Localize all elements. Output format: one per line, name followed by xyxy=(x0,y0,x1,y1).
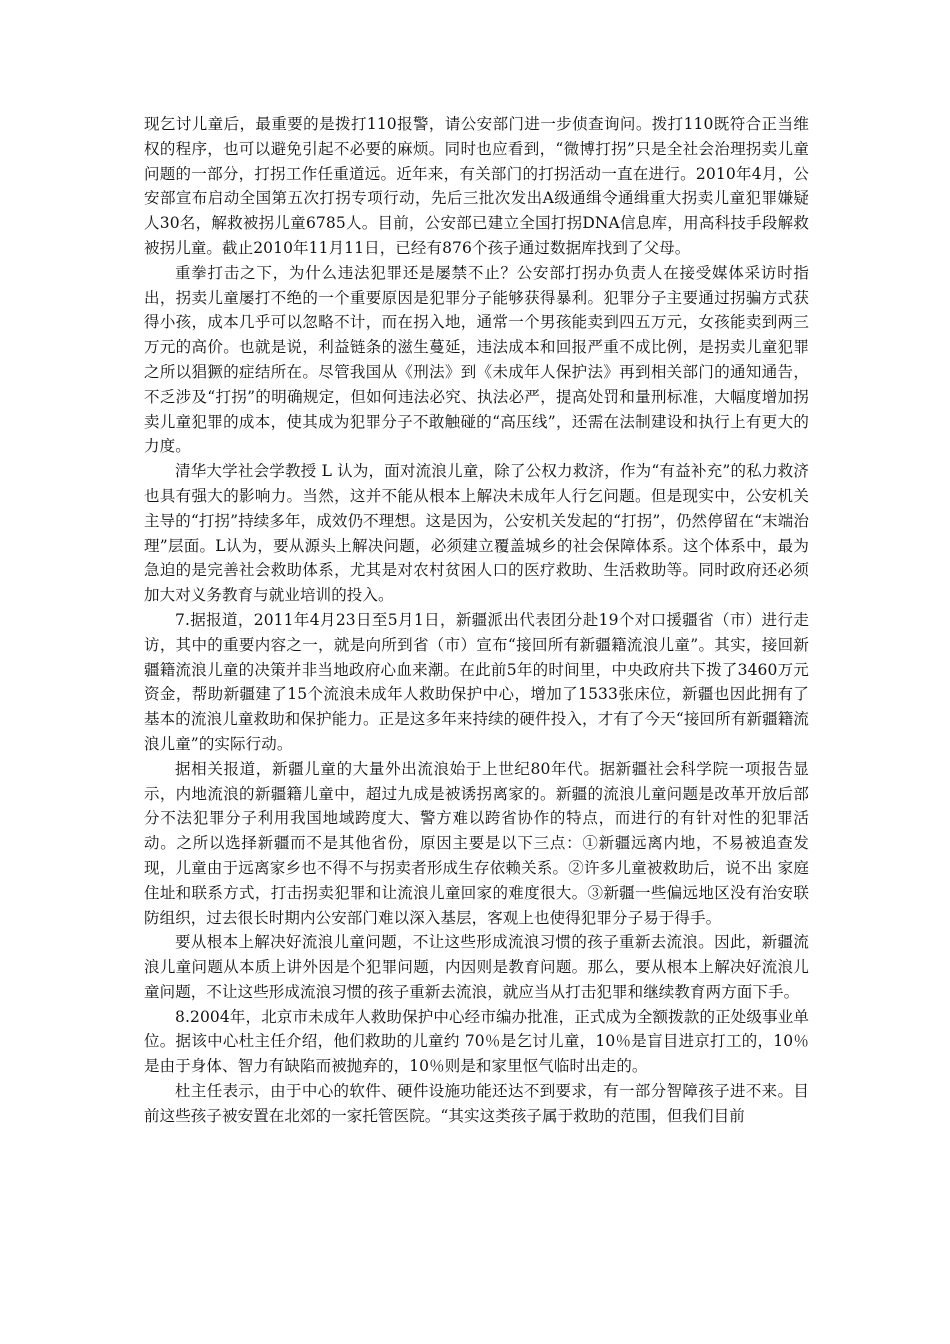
paragraph-item-7: 7.据报道，2011年4月23日至5月1日，新疆派出代表团分赴19个对口援疆省（市）进行走访，其中的重要内容之一，就是向所到省（市）宣布“接回所有新疆籍流浪儿童”。其实，接回新疆籍流浪儿童的决策并非当地政府心血来潮。在此前5年的时间里，中央政府共下拨了3460万元资金，帮助新疆建了15个流浪未成年人救助保护中心，增加了1533张床位，新疆也因此拥有了基本的流浪儿童救助和保护能力。正是这多年来持续的硬件投入，才有了今天“接回所有新疆籍流浪儿童”的实际行动。 xyxy=(144,610,809,753)
paragraph: 杜主任表示，由于中心的软件、硬件设施功能还达不到要求，有一部分智障孩子进不来。目前这些孩子被安置在北郊的一家托管医院。“其实这类孩子属于救助的范围，但我们目前 xyxy=(144,1082,809,1125)
paragraph: 要从根本上解决好流浪儿童问题，不让这些形成流浪习惯的孩子重新去流浪。因此，新疆流浪儿童问题从本质上讲外因是个犯罪问题，内因则是教育问题。那么，要从根本上解决好流浪儿童问题，不让这些形成流浪习惯的孩子重新去流浪，就应当从打击犯罪和继续教育两方面下手。 xyxy=(144,933,809,1001)
paragraph-item-8: 8.2004年，北京市未成年人救助保护中心经市编办批准，正式成为全额拨款的正处级事业单位。据该中心杜主任介绍，他们救助的儿童约 70％是乞讨儿童，10％是盲目进京打工的，10％是由于身体、智力有缺陷而被抛弃的，10％则是和家里怄气临时出走的。 xyxy=(144,1007,809,1076)
paragraph: 清华大学社会学教授 L 认为，面对流浪儿童，除了公权力救济，作为“有益补充”的私力救济也具有强大的影响力。当然，这并不能从根本上解决未成年人行乞问题。但是现实中，公安机关主导的“打拐”持续多年，成效仍不理想。这是因为，公安机关发起的“打拐”，仍然停留在“末端治理”层面。L认为，要从源头上解决问题，必须建立覆盖城乡的社会保障体系。这个体系中，最为急迫的是完善社会救助体系，尤其是对农村贫困人口的医疗救助、生活救助等。同时政府还必须加大对义务教育与就业培训的投入。 xyxy=(144,462,809,605)
paragraph-continuation: 现乞讨儿童后，最重要的是拨打110报警，请公安部门进一步侦查询问。拨打110既符合正当维权的程序，也可以避免引起不必要的麻烦。同时也应看到，“微博打拐”只是全社会治理拐卖儿童问题的一部分，打拐工作任重道远。近年来，有关部门的打拐活动一直在进行。2010年4月，公安部宣布启动全国第五次打拐专项行动，先后三批次发出A级通缉令通缉重大拐卖儿童犯罪嫌疑人30名，解救被拐儿童6785人。目前，公安部已建立全国打拐DNA信息库，用高科技手段解救被拐儿童。截止2010年11月11日，已经有876个孩子通过数据库找到了父母。 xyxy=(144,115,809,257)
paragraph: 据相关报道，新疆儿童的大量外出流浪始于上世纪80年代。据新疆社会科学院一项报告显示，内地流浪的新疆籍儿童中，超过九成是被诱拐离家的。新疆的流浪儿童问题是改革开放后部分不法犯罪分子利用我国地域跨度大、警方难以跨省协作的特点，而进行的有针对性的犯罪活动。之所以选择新疆而不是其他省份，原因主要是以下三点：①新疆远离内地，不易被追查发现，儿童由于远离家乡也不得不与拐卖者形成生存依赖关系。②许多儿童被救助后，说不出 家庭住址和联系方式，打击拐卖犯罪和让流浪儿童回家的难度很大。③新疆一些偏远地区没有治安联防组织，过去很长时期内公安部门难以深入基层，客观上也使得犯罪分子易于得手。 xyxy=(144,759,809,927)
paragraph: 重拳打击之下，为什么违法犯罪还是屡禁不止？公安部打拐办负责人在接受媒体采访时指出，拐卖儿童屡打不绝的一个重要原因是犯罪分子能够获得暴利。犯罪分子主要通过拐骗方式获得小孩，成本几乎可以忽略不计，而在拐入地，通常一个男孩能卖到四五万元，女孩能卖到两三万元的高价。也就是说，利益链条的滋生蔓延，违法成本和回报严重不成比例，是拐卖儿童犯罪之所以猖獗的症结所在。尽管我国从《刑法》到《未成年人保护法》再到相关部门的通知通告，不乏涉及“打拐”的明确规定，但如何违法必究、执法必严，提高处罚和量刑标准，大幅度增加拐卖儿童犯罪的成本，使其成为犯罪分子不敢触碰的“高压线”，还需在法制建设和执行上有更大的力度。 xyxy=(144,263,809,456)
document-body xyxy=(144,112,809,1129)
